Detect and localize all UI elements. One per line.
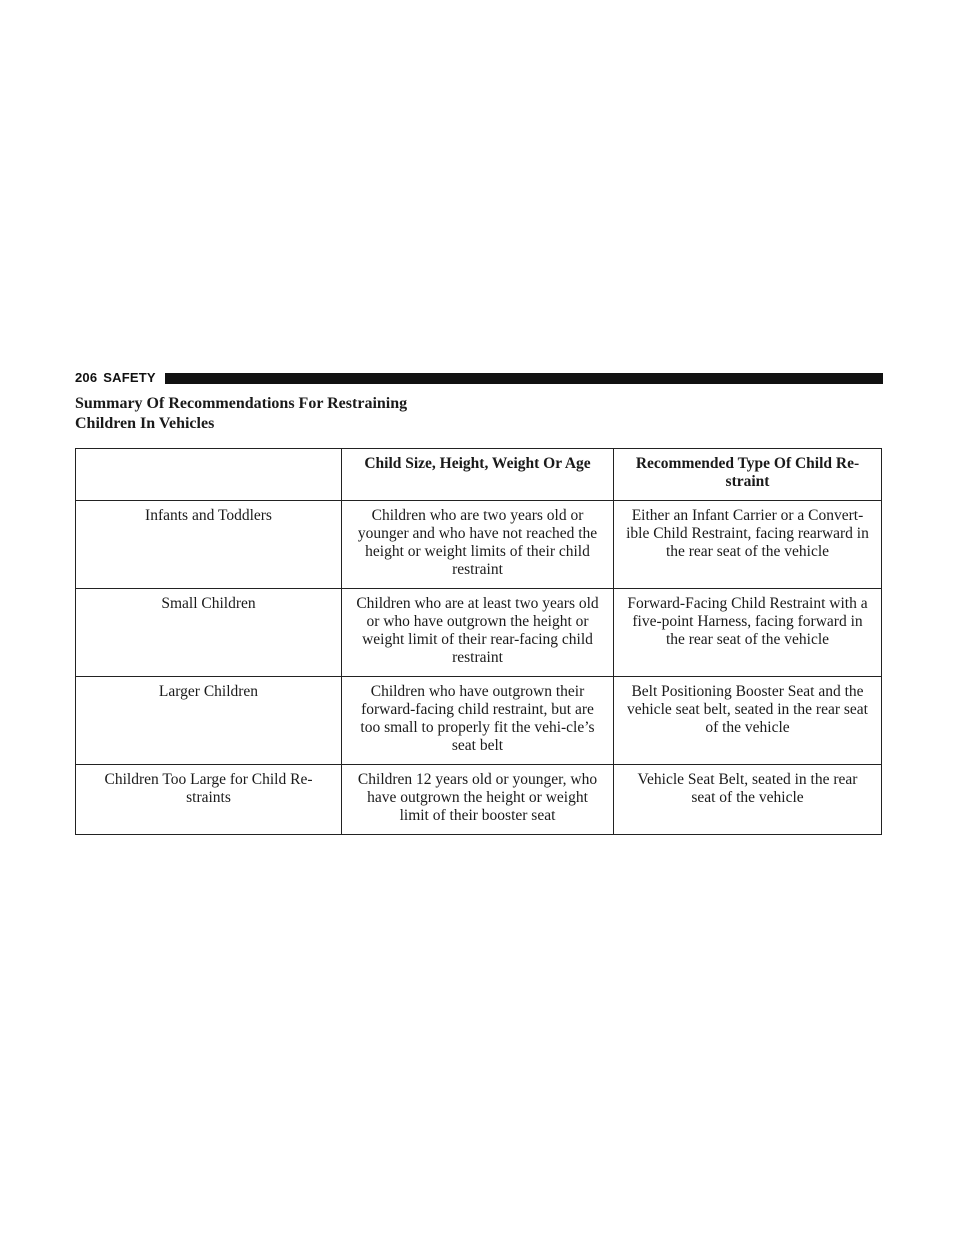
heading-line-2: Children In Vehicles [75, 415, 215, 432]
heading-line-1: Summary Of Recommendations For Restraining [75, 395, 408, 412]
table-cell-child-size: Children 12 years old or younger, who have outgrown the height or weight limit of their booster seat [342, 765, 614, 835]
table-row [76, 589, 882, 677]
column-header-restraint-type: Recommended Type Of Child Re-straint [614, 449, 882, 501]
column-header-child-size: Child Size, Height, Weight Or Age [342, 449, 614, 501]
table-cell-restraint-type: Either an Infant Carrier or a Convert-ible Child Restraint, facing rearward in the rear seat of the vehicle [614, 501, 882, 589]
table-cell-category: Larger Children [76, 677, 342, 765]
table-cell-child-size: Children who are two years old or younger and who have not reached the height or weight limits of their child restraint [342, 501, 614, 589]
table-cell-child-size: Children who have outgrown their forward-facing child restraint, but are too small to properly fit the vehi-cle’s seat belt [342, 677, 614, 765]
table-row [76, 765, 882, 835]
table-cell-category: Children Too Large for Child Re-straints [76, 765, 342, 835]
table-cell-category: Infants and Toddlers [76, 501, 342, 589]
recommendations-table [75, 448, 882, 835]
section-title: SAFETY [103, 370, 156, 385]
section-heading [75, 394, 595, 434]
table-row [76, 501, 882, 589]
page-header [75, 371, 883, 385]
column-header-category [76, 449, 342, 501]
table-header-row [76, 449, 882, 501]
table-cell-category: Small Children [76, 589, 342, 677]
page-number: 206 [75, 370, 98, 385]
table-cell-restraint-type: Forward-Facing Child Restraint with a five-point Harness, facing forward in the rear seat of the vehicle [614, 589, 882, 677]
table-cell-restraint-type: Vehicle Seat Belt, seated in the rear seat of the vehicle [614, 765, 882, 835]
table-row [76, 677, 882, 765]
header-rule [165, 373, 883, 384]
table-cell-restraint-type: Belt Positioning Booster Seat and the vehicle seat belt, seated in the rear seat of the vehicle [614, 677, 882, 765]
table-cell-child-size: Children who are at least two years old or who have outgrown the height or weight limit of their rear-facing child restraint [342, 589, 614, 677]
